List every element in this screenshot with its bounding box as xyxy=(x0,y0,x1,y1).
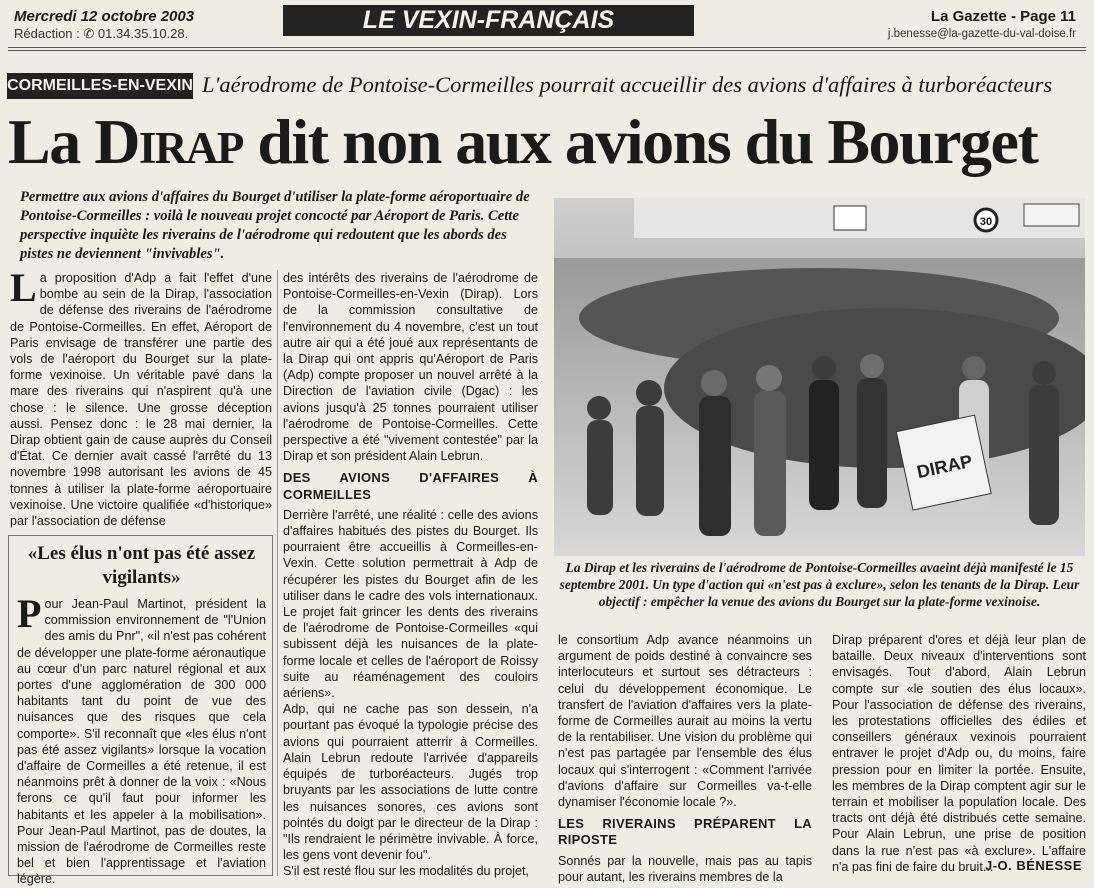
column-3 xyxy=(558,632,812,885)
column-3-para-2: Sonnés par la nouvelle, mais pas au tapis pour autant, les riverains membres de la xyxy=(558,853,812,884)
dropcap-p: P xyxy=(17,591,42,636)
column-4 xyxy=(832,632,1086,875)
subhead-avions-affaires: DES AVIONS D'AFFAIRES À CORMEILLES xyxy=(283,470,538,502)
subhead-riverains: LES RIVERAINS PRÉPARENT LA RIPOSTE xyxy=(558,816,812,848)
column-2-para-3: Adp, qui ne cache pas son dessein, n'a pourtant pas évoqué la typologie précise des avions qui pourraient atterrir à Cormeilles. Alain Lebrun redoute l'arrivée d'appareils équipés de turboréacteurs. Jugés trop bruyants par les associations de lutte contre les nuisances sonores, ces avions sont pointés du doigt par le directeur de la Dirap : "Ils rendraient le périmètre invivable. À force, les gens vont devenir fou". xyxy=(283,702,538,863)
page-label: La Gazette - Page 11 xyxy=(930,8,1076,25)
column-divider xyxy=(277,270,278,876)
lead-paragraph: Permettre aux avions d'affaires du Bourget d'utiliser la plate-forme aéroportuaire de Pontoise-Cormeilles : voilà le nouveau projet concocté par Aéroport de Paris. Cette perspective inquiète les riverains de l'aérodrome qui redoutent que les abords des pistes ne deviennent "invivables". xyxy=(20,189,530,262)
bleed-through-text xyxy=(1000,108,1094,188)
photo-caption: La Dirap et les riverains de l'aérodrome de Pontoise-Cormeilles avaeint déjà manifesté le 15 septembre 2001. Un type d'action qui «n'est pas à exclure», selon les tenants de la Dirap. Leur objectif : empêcher la venue des avions du Bourget sur la plate-forme vexinoise. xyxy=(559,560,1080,609)
column-1-text: a proposition d'Adp a fait l'effet d'une bombe au sein de la Dirap, l'association de défense des riverains de l'aérodrome de Pontoise-Cormeilles. En effet, Aéroport de Paris envisage de transférer une partie des vols de l'aéroport du Bourget sur la plate-forme vexinoise. Un véritable pavé dans la mare des riverains qui n'aspirent qu'à une chose : le silence. Une grosse déception aussi. Pensez donc : le 28 mai dernier, la Dirap obtient gain de cause auprès du Conseil d'État. Ce dernier avait cassé l'arrêté du 13 novembre 1998 autorisant les avions de 45 tonnes à utiliser la plate-forme aéroportuaire vexinoise. Une victoire qualifiée «d'historique» par l'association de défense xyxy=(10,271,272,529)
column-1 xyxy=(10,265,272,529)
headline-part-1: La xyxy=(8,106,95,177)
protest-photo xyxy=(554,198,1085,556)
dropcap-l: L xyxy=(10,265,37,310)
column-2-para-4: S'il est resté flou sur les modalités du projet, xyxy=(283,864,529,879)
column-4-para-1: Dirap préparent d'ores et déjà leur plan de bataille. Deux niveaux d'interventions sont envisagés. Tout d'abord, Alain Lebrun compte sur «le soutien des élus locaux». Pour l'association de défense des riverains, les protestations officielles des édiles et conseillers généraux vexinois pourraient entraver le projet d'Adp ou, du moins, faire pression pour en limiter la portée. Ensuite, les membres de la Dirap comptent agir sur le terrain et mobiliser la population locale. Des tracts ont déjà été distribués cette semaine. Pour Alain Lebrun, une prise de position dans la rue n'est pas «à exclure». L'affaire n'a pas fini de faire du bruit... xyxy=(832,633,1086,874)
headline-part-2: dit non aux avions du Bourget xyxy=(242,106,1038,177)
box-body xyxy=(17,591,266,888)
speed-sign-text: 30 xyxy=(979,216,993,228)
header-rule xyxy=(8,47,1086,48)
section-banner: LE VEXIN-FRANÇAIS xyxy=(283,5,694,36)
protest-photo-svg xyxy=(554,198,1085,556)
box-text: our Jean-Paul Martinot, président la commission environnement de "l'Union des amis du Pnr", «il n'est pas cohérent de développer une plate-forme aéronautique au cœur d'un parc naturel régional et aux portes d'une agglomération de 300 000 habitants tant du point de vue des nuisances que des risques que cela comporte». S'il reconnaît que «les élus n'ont pas été assez vigilants» lorsque la vocation d'affaire de Cormeilles a été retenue, il est néanmoins prêt à donner de la voix : «Nous ferons ce qu'il faut pour informer les habitants et les appeler à la mobilisation». Pour Jean-Paul Martinot, pas de doutes, la mission de l'aérodrome de Cormeilles reste bel et bien l'apprentissage et l'aviation légère. xyxy=(17,597,266,887)
column-2-para-2: Derrière l'arrêté, une réalité : celle des avions d'affaires habitués des pistes du Bourget. Ils pourraient être accueillis à Cormeilles-en-Vexin. Cette solution permettrait à Adp de récupérer les pistes du Bourget afin de les utiliser dans le cadre des vols internationaux. Le projet fait grincer les dents des riverains de l'aérodrome de Pontoise-Cormeilles «qui subissent déjà les nuisances de la plate-forme locale et celles de l'aéroport de Roissy suite au réaménagement des couloirs aériens». xyxy=(283,507,538,701)
dirap-banner-text: DIRAP xyxy=(915,450,975,483)
box-title: «Les élus n'ont pas été assez vigilants» xyxy=(27,543,256,588)
column-2 xyxy=(283,270,538,880)
header-rule-2 xyxy=(8,50,1086,51)
sidebar-box xyxy=(8,535,273,887)
issue-date: Mercredi 12 octobre 2003 xyxy=(14,8,195,25)
column-2-para-1: des intérêts des riverains de l'aérodrome de Pontoise-Cormeilles-en-Vexin (Dirap). Lors de la commission consultative de l'environnement du 4 novembre, c'est un tout autre air qui a été joué aux représentants de la Dirap qui ont appris qu'Aéroport de Paris (Adp) compte proposer un nouvel arrêté à la Direction de l'aviation civile (Dgac) : les avions jusqu'à 25 tonnes pourraient utiliser l'aérodrome de Pontoise-Cormeilles. Cette perspective a été "vivement contestée" par la Dirap et son président Alain Lebrun. xyxy=(283,271,538,464)
headline xyxy=(8,104,1037,180)
author-email[interactable]: j.benesse@la-gazette-du-val-doise.fr xyxy=(887,28,1076,40)
headline-dirap: Dirap xyxy=(94,106,243,177)
byline: J-O. BÉNESSE xyxy=(984,858,1082,873)
column-3-para-1: le consortium Adp avance néanmoins un argument de poids destiné à convaincre ses interlocuteurs et surtout ses détracteurs : celui du développement économique. Le transfert de l'aviation d'affaires vers la plate-forme de Cormeilles aurait au moins la vertu de la rentabiliser. Une vision du problème qui n'est pas partagée par l'ensemble des élus locaux qui s'interrogent : «Comment l'arrivée d'avions d'affaire sur Cormeilles va-t-elle dynamiser l'économie locale ?». xyxy=(558,633,812,810)
kicker: L'aérodrome de Pontoise-Cormeilles pourrait accueillir des avions d'affaires à turboréacteurs xyxy=(202,72,1053,97)
location-tag: CORMEILLES-EN-VEXIN xyxy=(7,73,193,99)
editorial-phone: Rédaction : ✆ 01.34.35.10.28. xyxy=(14,26,189,41)
